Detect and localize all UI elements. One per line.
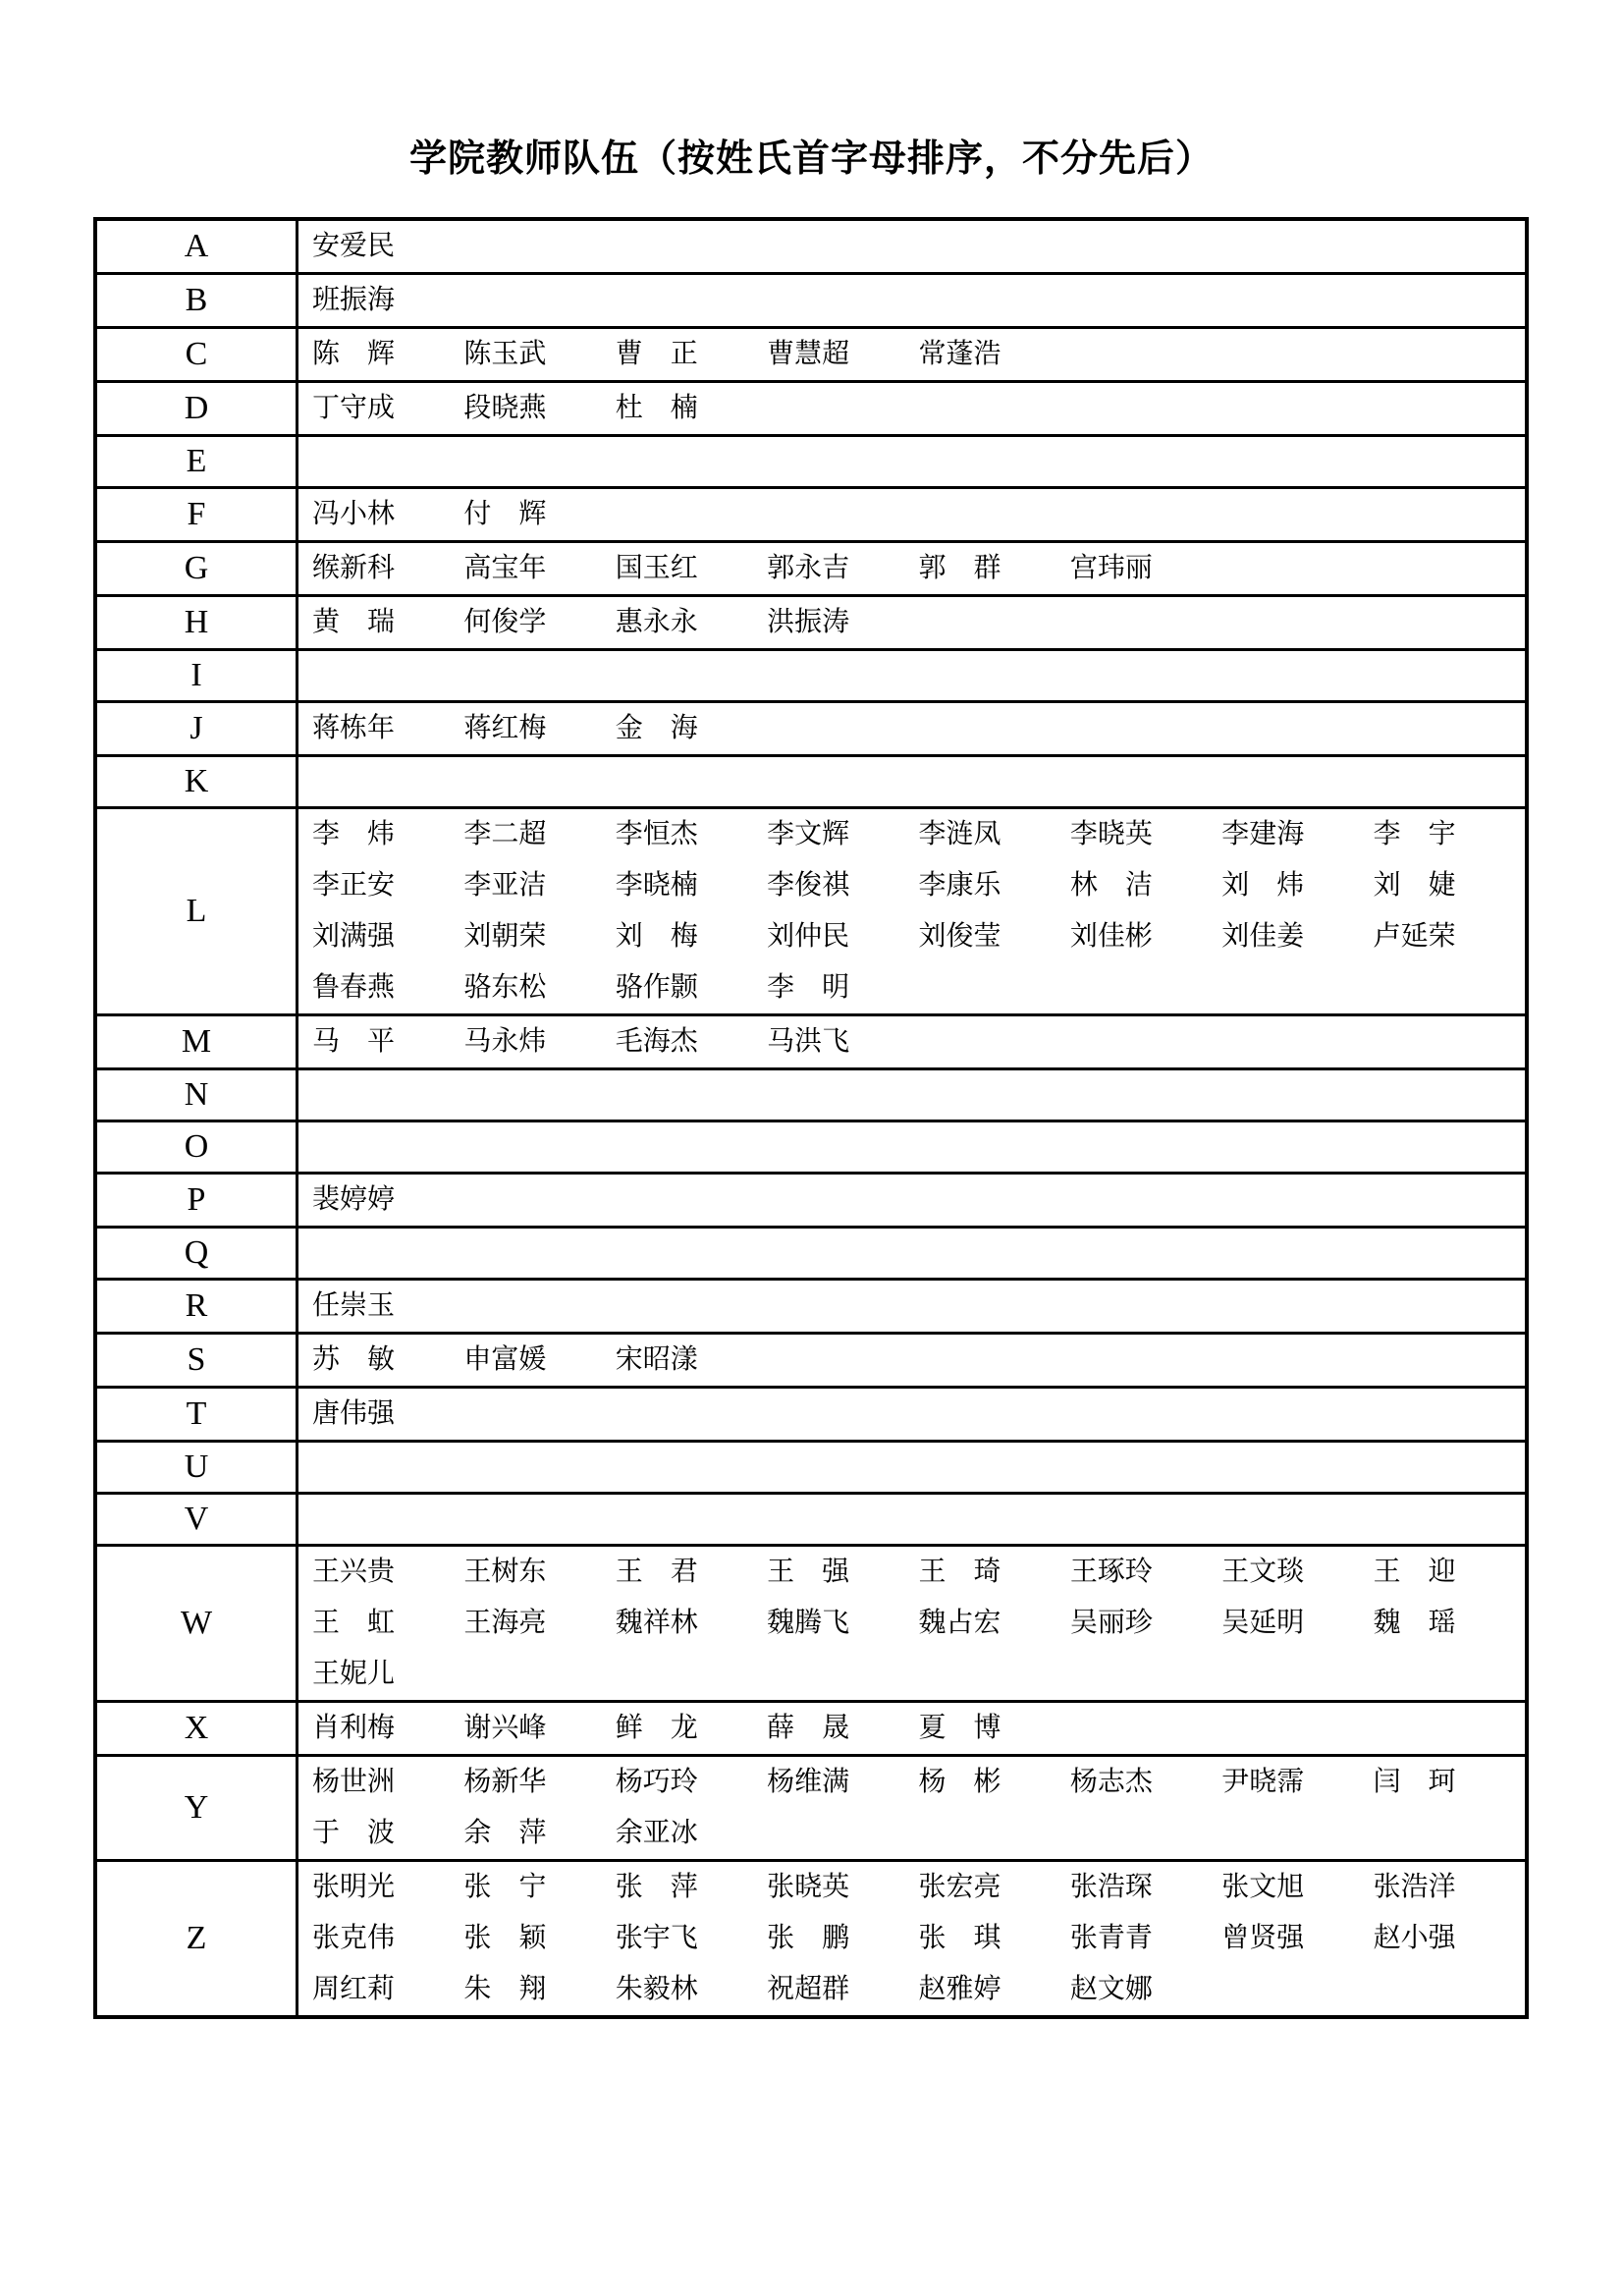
name-item: 陈玉武 xyxy=(463,339,547,369)
letter-cell xyxy=(97,1175,298,1226)
name-item: 冯小林 xyxy=(312,499,396,529)
name-item: 李建海 xyxy=(1221,819,1305,849)
name-item: 宫玮丽 xyxy=(1069,553,1153,583)
name-item: 张宇飞 xyxy=(615,1923,698,1953)
name-item: 蒋红梅 xyxy=(463,713,547,743)
letter-cell xyxy=(97,1757,298,1859)
names-cell xyxy=(298,1547,1525,1700)
name-item: 惠永永 xyxy=(615,607,698,637)
name-item: 蒋栋年 xyxy=(312,713,396,743)
name-item: 李 炜 xyxy=(312,819,396,849)
table-row xyxy=(97,1700,1525,1754)
names-cell xyxy=(298,1016,1525,1067)
name-item: 王 强 xyxy=(767,1557,850,1587)
name-item: 朱 翔 xyxy=(463,1974,547,2004)
name-item: 余 萍 xyxy=(463,1818,547,1848)
name-item: 王 君 xyxy=(615,1557,698,1587)
name-item: 张宏亮 xyxy=(918,1872,1001,1902)
table-row xyxy=(97,700,1525,754)
row-letter: K xyxy=(184,763,209,799)
row-letter: Y xyxy=(184,1789,209,1826)
name-item: 班振海 xyxy=(312,285,396,315)
name-item: 曹慧超 xyxy=(767,339,850,369)
name-item: 张晓英 xyxy=(767,1872,850,1902)
table-row xyxy=(97,434,1525,486)
name-item: 安爱民 xyxy=(312,231,396,261)
names-cell xyxy=(298,489,1525,540)
name-item: 张 琪 xyxy=(918,1923,1001,1953)
row-letter: W xyxy=(180,1605,213,1641)
name-item: 李 明 xyxy=(767,972,850,1003)
name-item: 骆东松 xyxy=(463,972,547,1003)
names-cell xyxy=(298,757,1525,806)
names-cell xyxy=(298,809,1525,1013)
letter-cell xyxy=(97,543,298,594)
name-item: 段晓燕 xyxy=(463,393,547,423)
name-item: 金 海 xyxy=(615,713,698,743)
table-row xyxy=(97,1859,1525,2015)
names-cell xyxy=(298,1281,1525,1332)
name-item: 马 平 xyxy=(312,1026,396,1057)
table-row xyxy=(97,540,1525,594)
name-item: 杨志杰 xyxy=(1069,1767,1153,1797)
names-cell xyxy=(298,1703,1525,1754)
row-letter: I xyxy=(190,657,202,693)
name-item: 唐伟强 xyxy=(312,1398,396,1429)
letter-cell xyxy=(97,1335,298,1386)
table-row xyxy=(97,1278,1525,1332)
letter-cell xyxy=(97,651,298,700)
name-item: 于 波 xyxy=(312,1818,396,1848)
names-cell xyxy=(298,329,1525,380)
name-item: 李 宇 xyxy=(1373,819,1456,849)
name-item: 李康乐 xyxy=(918,870,1001,901)
name-item: 闫 珂 xyxy=(1373,1767,1456,1797)
names-cell xyxy=(298,1757,1525,1859)
name-item: 赵小强 xyxy=(1373,1923,1456,1953)
letter-cell xyxy=(97,221,298,272)
letter-cell xyxy=(97,809,298,1013)
name-item: 高宝年 xyxy=(463,553,547,583)
letter-cell xyxy=(97,1862,298,2015)
table-row xyxy=(97,806,1525,1013)
name-item: 宋昭漾 xyxy=(615,1344,698,1375)
table-row xyxy=(97,594,1525,648)
name-item: 刘满强 xyxy=(312,921,396,952)
name-item: 魏 瑶 xyxy=(1373,1608,1456,1638)
names-cell xyxy=(298,597,1525,648)
letter-cell xyxy=(97,1443,298,1492)
name-item: 李文辉 xyxy=(767,819,850,849)
name-item: 赵雅婷 xyxy=(918,1974,1001,2004)
name-item: 杨 彬 xyxy=(918,1767,1001,1797)
names-cell xyxy=(298,1070,1525,1120)
name-item: 魏腾飞 xyxy=(767,1608,850,1638)
letter-cell xyxy=(97,1229,298,1278)
table-row xyxy=(97,1492,1525,1544)
name-item: 刘佳彬 xyxy=(1069,921,1153,952)
name-item: 陈 辉 xyxy=(312,339,396,369)
table-row xyxy=(97,326,1525,380)
name-item: 张浩琛 xyxy=(1069,1872,1153,1902)
name-item: 王兴贵 xyxy=(312,1557,396,1587)
letter-cell xyxy=(97,275,298,326)
table-row xyxy=(97,1440,1525,1492)
name-item: 李涟凤 xyxy=(918,819,1001,849)
name-item: 杜 楠 xyxy=(615,393,698,423)
name-item: 付 辉 xyxy=(463,499,547,529)
name-item: 谢兴峰 xyxy=(463,1713,547,1743)
letter-cell xyxy=(97,1389,298,1440)
row-letter: H xyxy=(184,604,209,640)
name-item: 尹晓霈 xyxy=(1221,1767,1305,1797)
name-item: 李亚洁 xyxy=(463,870,547,901)
name-item: 王海亮 xyxy=(463,1608,547,1638)
name-item: 夏 博 xyxy=(918,1713,1001,1743)
name-item: 鲁春燕 xyxy=(312,972,396,1003)
name-item: 骆作颢 xyxy=(615,972,698,1003)
row-letter: B xyxy=(185,282,208,318)
row-letter: C xyxy=(185,336,208,372)
name-item: 祝超群 xyxy=(767,1974,850,2004)
row-letter: G xyxy=(184,550,209,586)
table-row xyxy=(97,648,1525,700)
names-cell xyxy=(298,383,1525,434)
name-item: 张 萍 xyxy=(615,1872,698,1902)
letter-cell xyxy=(97,383,298,434)
letter-cell xyxy=(97,1070,298,1120)
name-item: 李恒杰 xyxy=(615,819,698,849)
row-letter: S xyxy=(187,1341,206,1378)
name-item: 卢延荣 xyxy=(1373,921,1456,952)
name-item: 马洪飞 xyxy=(767,1026,850,1057)
names-cell xyxy=(298,1443,1525,1492)
letter-cell xyxy=(97,597,298,648)
name-item: 李晓楠 xyxy=(615,870,698,901)
name-item: 曾贤强 xyxy=(1221,1923,1305,1953)
name-item: 魏占宏 xyxy=(918,1608,1001,1638)
name-item: 刘 梅 xyxy=(615,921,698,952)
table-row xyxy=(97,1067,1525,1120)
letter-cell xyxy=(97,1016,298,1067)
letter-cell xyxy=(97,757,298,806)
name-item: 李晓英 xyxy=(1069,819,1153,849)
name-item: 张克伟 xyxy=(312,1923,396,1953)
row-letter: P xyxy=(187,1181,206,1218)
names-cell xyxy=(298,221,1525,272)
name-item: 马永炜 xyxy=(463,1026,547,1057)
table-row xyxy=(97,272,1525,326)
letter-cell xyxy=(97,1122,298,1172)
row-letter: M xyxy=(181,1023,212,1060)
row-letter: U xyxy=(184,1449,209,1485)
row-letter: J xyxy=(189,710,203,746)
name-item: 肖利梅 xyxy=(312,1713,396,1743)
name-item: 苏 敏 xyxy=(312,1344,396,1375)
table-row xyxy=(97,1226,1525,1278)
name-item: 刘佳姜 xyxy=(1221,921,1305,952)
name-item: 王树东 xyxy=(463,1557,547,1587)
name-item: 王 琦 xyxy=(918,1557,1001,1587)
name-item: 申富媛 xyxy=(463,1344,547,1375)
name-item: 张文旭 xyxy=(1221,1872,1305,1902)
name-item: 郭 群 xyxy=(918,553,1001,583)
name-item: 何俊学 xyxy=(463,607,547,637)
table-row xyxy=(97,1332,1525,1386)
row-letter: R xyxy=(185,1287,208,1324)
name-item: 杨新华 xyxy=(463,1767,547,1797)
name-item: 薛 晟 xyxy=(767,1713,850,1743)
name-item: 毛海杰 xyxy=(615,1026,698,1057)
name-item: 张明光 xyxy=(312,1872,396,1902)
name-item: 吴丽珍 xyxy=(1069,1608,1153,1638)
letter-cell xyxy=(97,329,298,380)
row-letter: E xyxy=(186,443,207,479)
row-letter: Q xyxy=(184,1234,209,1271)
name-item: 杨维满 xyxy=(767,1767,850,1797)
name-item: 张 鹏 xyxy=(767,1923,850,1953)
name-item: 张 颖 xyxy=(463,1923,547,1953)
name-item: 朱毅林 xyxy=(615,1974,698,2004)
name-item: 王文琰 xyxy=(1221,1557,1305,1587)
name-item: 黄 瑞 xyxy=(312,607,396,637)
names-cell xyxy=(298,275,1525,326)
name-item: 刘仲民 xyxy=(767,921,850,952)
name-item: 张浩洋 xyxy=(1373,1872,1456,1902)
name-item: 鲜 龙 xyxy=(615,1713,698,1743)
name-item: 李正安 xyxy=(312,870,396,901)
table-row xyxy=(97,1386,1525,1440)
table-row xyxy=(97,486,1525,540)
table-row xyxy=(97,1120,1525,1172)
row-letter: N xyxy=(184,1076,209,1113)
table-row xyxy=(97,1544,1525,1700)
name-item: 刘 炜 xyxy=(1221,870,1305,901)
table-row xyxy=(97,1013,1525,1067)
letter-cell xyxy=(97,489,298,540)
table-row xyxy=(97,380,1525,434)
names-cell xyxy=(298,1175,1525,1226)
names-cell xyxy=(298,1229,1525,1278)
name-item: 吴延明 xyxy=(1221,1608,1305,1638)
name-item: 丁守成 xyxy=(312,393,396,423)
names-cell xyxy=(298,543,1525,594)
row-letter: F xyxy=(187,496,206,532)
name-item: 李二超 xyxy=(463,819,547,849)
names-cell xyxy=(298,1495,1525,1544)
letter-cell xyxy=(97,1703,298,1754)
name-item: 林 洁 xyxy=(1069,870,1153,901)
table-row xyxy=(97,754,1525,806)
names-cell xyxy=(298,651,1525,700)
letter-cell xyxy=(97,1547,298,1700)
names-cell xyxy=(298,1389,1525,1440)
row-letter: O xyxy=(184,1128,209,1165)
name-item: 张青青 xyxy=(1069,1923,1153,1953)
letter-cell xyxy=(97,437,298,486)
table-row xyxy=(97,1754,1525,1859)
name-item: 郭永吉 xyxy=(767,553,850,583)
name-item: 余亚冰 xyxy=(615,1818,698,1848)
row-letter: D xyxy=(184,390,209,426)
row-letter: A xyxy=(184,228,209,264)
name-item: 刘俊莹 xyxy=(918,921,1001,952)
letter-cell xyxy=(97,1495,298,1544)
name-item: 李俊祺 xyxy=(767,870,850,901)
name-item: 杨巧玲 xyxy=(615,1767,698,1797)
names-cell xyxy=(298,1122,1525,1172)
name-item: 赵文娜 xyxy=(1069,1974,1153,2004)
name-item: 洪振涛 xyxy=(767,607,850,637)
name-item: 魏祥林 xyxy=(615,1608,698,1638)
name-item: 国玉红 xyxy=(615,553,698,583)
letter-cell xyxy=(97,1281,298,1332)
row-letter: Z xyxy=(186,1920,207,1956)
page-title: 学院教师队伍（按姓氏首字母排序，不分先后） xyxy=(408,138,1214,180)
name-item: 裴婷婷 xyxy=(312,1184,396,1215)
name-item: 刘朝荣 xyxy=(463,921,547,952)
name-item: 刘 婕 xyxy=(1373,870,1456,901)
name-item: 王 虹 xyxy=(312,1608,396,1638)
names-cell xyxy=(298,1335,1525,1386)
name-item: 常蓬浩 xyxy=(918,339,1001,369)
letter-cell xyxy=(97,703,298,754)
row-letter: L xyxy=(186,893,207,929)
name-item: 张 宁 xyxy=(463,1872,547,1902)
name-item: 缑新科 xyxy=(312,553,396,583)
name-item: 曹 正 xyxy=(615,339,698,369)
name-item: 杨世洲 xyxy=(312,1767,396,1797)
name-item: 王妮儿 xyxy=(312,1659,396,1689)
names-cell xyxy=(298,437,1525,486)
names-cell xyxy=(298,703,1525,754)
table-row xyxy=(97,1172,1525,1226)
row-letter: T xyxy=(186,1395,207,1432)
name-item: 王琢玲 xyxy=(1069,1557,1153,1587)
name-item: 王 迎 xyxy=(1373,1557,1456,1587)
row-letter: X xyxy=(184,1710,209,1746)
name-item: 周红莉 xyxy=(312,1974,396,2004)
faculty-table xyxy=(93,217,1529,2019)
row-letter: V xyxy=(184,1501,209,1537)
table-row xyxy=(97,221,1525,272)
names-cell xyxy=(298,1862,1525,2015)
name-item: 任崇玉 xyxy=(312,1290,396,1321)
